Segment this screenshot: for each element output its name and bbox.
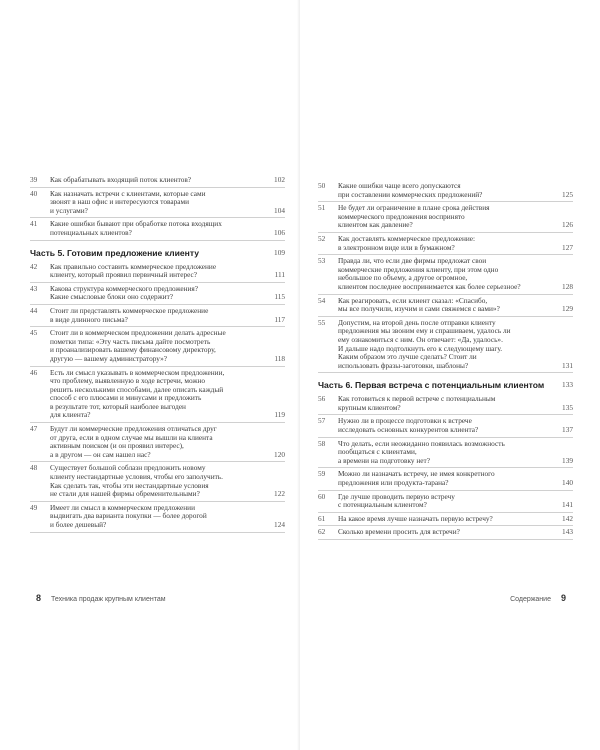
toc-entry-page: 111 — [263, 271, 285, 280]
footer-right — [510, 593, 566, 603]
toc-entry-page: 129 — [551, 305, 573, 314]
toc-entry-page: 131 — [551, 362, 573, 371]
right-page — [300, 0, 600, 750]
toc-entry-page: 137 — [551, 426, 573, 435]
part-title: Часть 6. Первая встреча с потенциальным клиентом — [318, 380, 545, 391]
toc-part-heading — [30, 248, 285, 258]
toc-entry — [318, 295, 573, 317]
toc-entry — [30, 218, 285, 240]
toc-entry-title: Правда ли, что если две фирмы предложат свои коммерческие предложения клиенту, при этом одно небольшое по объему, а другое огромное, клиентом последнее воспринимается как более серьезное? — [338, 256, 521, 291]
toc-entry-number: 62 — [318, 527, 326, 537]
toc-entry-title: На какое время лучше назначать первую встречу? — [338, 513, 493, 523]
toc-entry-page: 141 — [551, 501, 573, 510]
toc-entry-title: Как готовиться к первой встрече с потенциальным крупным клиентом? — [338, 394, 496, 412]
toc-entry-title: Какие ошибки чаще всего допускаются при составлении коммерческих предложений? — [338, 181, 483, 199]
toc-entry-page: 104 — [263, 207, 285, 216]
toc-entry — [30, 188, 285, 219]
toc-entry-title: Допустим, на второй день после отправки клиенту предложения мы звоним ему и спрашиваем, удалось ли ему ознакомиться с ним. Он отвечает: «Да, удалось». И дальше надо подтолкнуть его к следующему шагу. Каким образом это лучше сделать? Стоит ли использовать фразы-заготовки, шаблоны? — [338, 317, 511, 370]
toc-entry — [318, 393, 573, 415]
toc-entry-number: 43 — [30, 283, 38, 293]
toc-entry-number: 46 — [30, 367, 38, 377]
toc-entry-title: Можно ли назначать встречу, не имея конкретного предложения или продукта-тарана? — [338, 469, 495, 488]
toc-entry-number: 41 — [30, 219, 38, 229]
toc-entry — [318, 513, 573, 527]
part-title: Часть 5. Готовим предложение клиенту — [30, 247, 200, 258]
toc-entry — [318, 255, 573, 294]
toc-entry-page: 106 — [263, 229, 285, 238]
toc-entry-page: 117 — [263, 316, 285, 325]
toc-entry-page: 143 — [551, 528, 573, 537]
running-head: Содержание — [510, 596, 551, 603]
toc-entry-number: 48 — [30, 463, 38, 473]
toc-entry — [318, 233, 573, 255]
toc-entry-number: 51 — [318, 203, 326, 213]
toc-entry-title: Как назначать встречи с клиентами, которые сами звонят в наш офис и интересуются товарами и услугами? — [50, 188, 206, 215]
toc-entry-title: Где лучше проводить первую встречу с потенциальным клиентом? — [338, 491, 455, 510]
toc-entry-number: 50 — [318, 181, 326, 190]
toc-entry-number: 54 — [318, 295, 326, 305]
toc-entry — [318, 438, 573, 469]
toc-entry-title: Есть ли смысл указывать в коммерческом предложении, что проблему, выявленную в ходе встречи, можно решить несколькими способами, далее описать каждый способ с его плюсами и минусами и предложить в результате тот, который наиболее выгоден для клиента? — [50, 367, 225, 420]
toc-entry-page: 125 — [551, 191, 573, 200]
toc-entry-number: 56 — [318, 394, 326, 404]
toc-entry-page: 118 — [263, 355, 285, 364]
toc-entry-number: 61 — [318, 513, 326, 523]
toc-entry-number: 49 — [30, 502, 38, 512]
footer-left — [36, 593, 166, 603]
toc-entry — [30, 502, 285, 533]
toc-entry — [30, 283, 285, 305]
toc-entry — [30, 367, 285, 424]
toc-column-left — [30, 174, 285, 533]
toc-entry — [318, 317, 573, 374]
toc-entry-number: 44 — [30, 305, 38, 315]
toc-entry-title: Сколько времени просить для встречи? — [338, 527, 460, 537]
toc-entry-page: 128 — [551, 283, 573, 292]
toc-entry-title: Стоит ли представлять коммерческое предложение в виде длинного письма? — [50, 305, 209, 324]
toc-entry-number: 58 — [318, 438, 326, 448]
toc-entry-page: 127 — [551, 244, 573, 253]
page-number: 9 — [560, 593, 566, 603]
toc-entry-number: 52 — [318, 233, 326, 243]
toc-entry — [318, 415, 573, 437]
toc-entry-title: Стоит ли в коммерческом предложении делать адресные пометки типа: «Эту часть письма дайте посмотреть и проанализировать вашему финансовому директору, другую — вашему администратору»? — [50, 328, 226, 363]
toc-entry-number: 57 — [318, 416, 326, 426]
toc-part-heading — [318, 380, 573, 390]
toc-entry-title: Какова структура коммерческого предложения? Какие смысловые блоки оно содержит? — [50, 283, 199, 302]
toc-entry — [30, 462, 285, 501]
page-number: 8 — [36, 593, 42, 603]
toc-entry — [318, 526, 573, 540]
toc-entry-page: 120 — [263, 451, 285, 460]
toc-entry — [318, 180, 573, 202]
toc-column-right — [318, 180, 573, 540]
toc-entry — [30, 327, 285, 366]
toc-entry — [318, 491, 573, 513]
toc-entry — [30, 423, 285, 462]
toc-entry-title: Нужно ли в процессе подготовки к встрече исследовать основных конкурентов клиента? — [338, 416, 479, 435]
toc-entry-number: 55 — [318, 317, 326, 327]
toc-entry-title: Существует большой соблазн предложить новому клиенту нестандартные условия, чтобы его заполучить. Как сделать так, чтобы эти нестандартные условия не стали для нашей фирмы обременительными? — [50, 463, 223, 499]
toc-entry-number: 47 — [30, 424, 38, 434]
toc-entry-title: Что делать, если неожиданно появилась возможность пообщаться с клиентами, а времени на подготовку нет? — [338, 438, 505, 465]
toc-entry-number: 42 — [30, 261, 38, 271]
toc-entry — [30, 174, 285, 188]
toc-entry-page: 139 — [551, 457, 573, 466]
toc-entry-title: Не будет ли ограничение в плане срока действия коммерческого предложения воспринято клиентом как давление? — [338, 203, 490, 230]
toc-entry-number: 45 — [30, 328, 38, 338]
toc-entry-number: 39 — [30, 175, 38, 184]
part-page: 109 — [274, 247, 285, 257]
toc-entry-title: Какие ошибки бывают при обработке потока входящих потенциальных клиентов? — [50, 219, 222, 237]
toc-entry-number: 40 — [30, 188, 38, 198]
toc-entry-title: Как обрабатывать входящий поток клиентов? — [50, 175, 192, 184]
toc-entry-page: 122 — [263, 490, 285, 499]
toc-entry-page: 135 — [551, 404, 573, 413]
toc-entry-title: Будут ли коммерческие предложения отличаться друг от друга, если в одном случае мы вышли на клиента активным поиском (и он проявил интерес), а в другом — он сам нашел нас? — [50, 424, 217, 459]
toc-entry-title: Как правильно составить коммерческое предложение клиенту, который проявил первичный интерес? — [50, 261, 217, 280]
toc-entry-page: 119 — [263, 411, 285, 420]
part-page: 133 — [562, 380, 573, 390]
running-head: Техника продаж крупным клиентам — [51, 596, 166, 603]
toc-entry — [318, 202, 573, 233]
toc-entry-page: 124 — [263, 521, 285, 530]
toc-entry-number: 59 — [318, 469, 326, 479]
toc-entry-number: 53 — [318, 256, 326, 266]
toc-entry-page: 142 — [551, 515, 573, 524]
toc-entry-page: 140 — [551, 479, 573, 488]
toc-entry-title: Как реагировать, если клиент сказал: «Спасибо, мы все получили, изучим и сами свяжемся с вами»? — [338, 295, 500, 314]
toc-entry — [30, 261, 285, 283]
toc-entry-page: 102 — [263, 176, 285, 185]
toc-entry — [30, 305, 285, 327]
toc-entry-page: 126 — [551, 221, 573, 230]
toc-entry-page: 115 — [263, 293, 285, 302]
toc-entry-title: Как доставлять коммерческое предложение: в электронном виде или в бумажном? — [338, 233, 476, 252]
toc-entry — [318, 468, 573, 490]
toc-entry-number: 60 — [318, 491, 326, 501]
toc-entry-title: Имеет ли смысл в коммерческом предложении выдвигать два варианта покупки — более дорогой и более дешевый? — [50, 502, 207, 529]
